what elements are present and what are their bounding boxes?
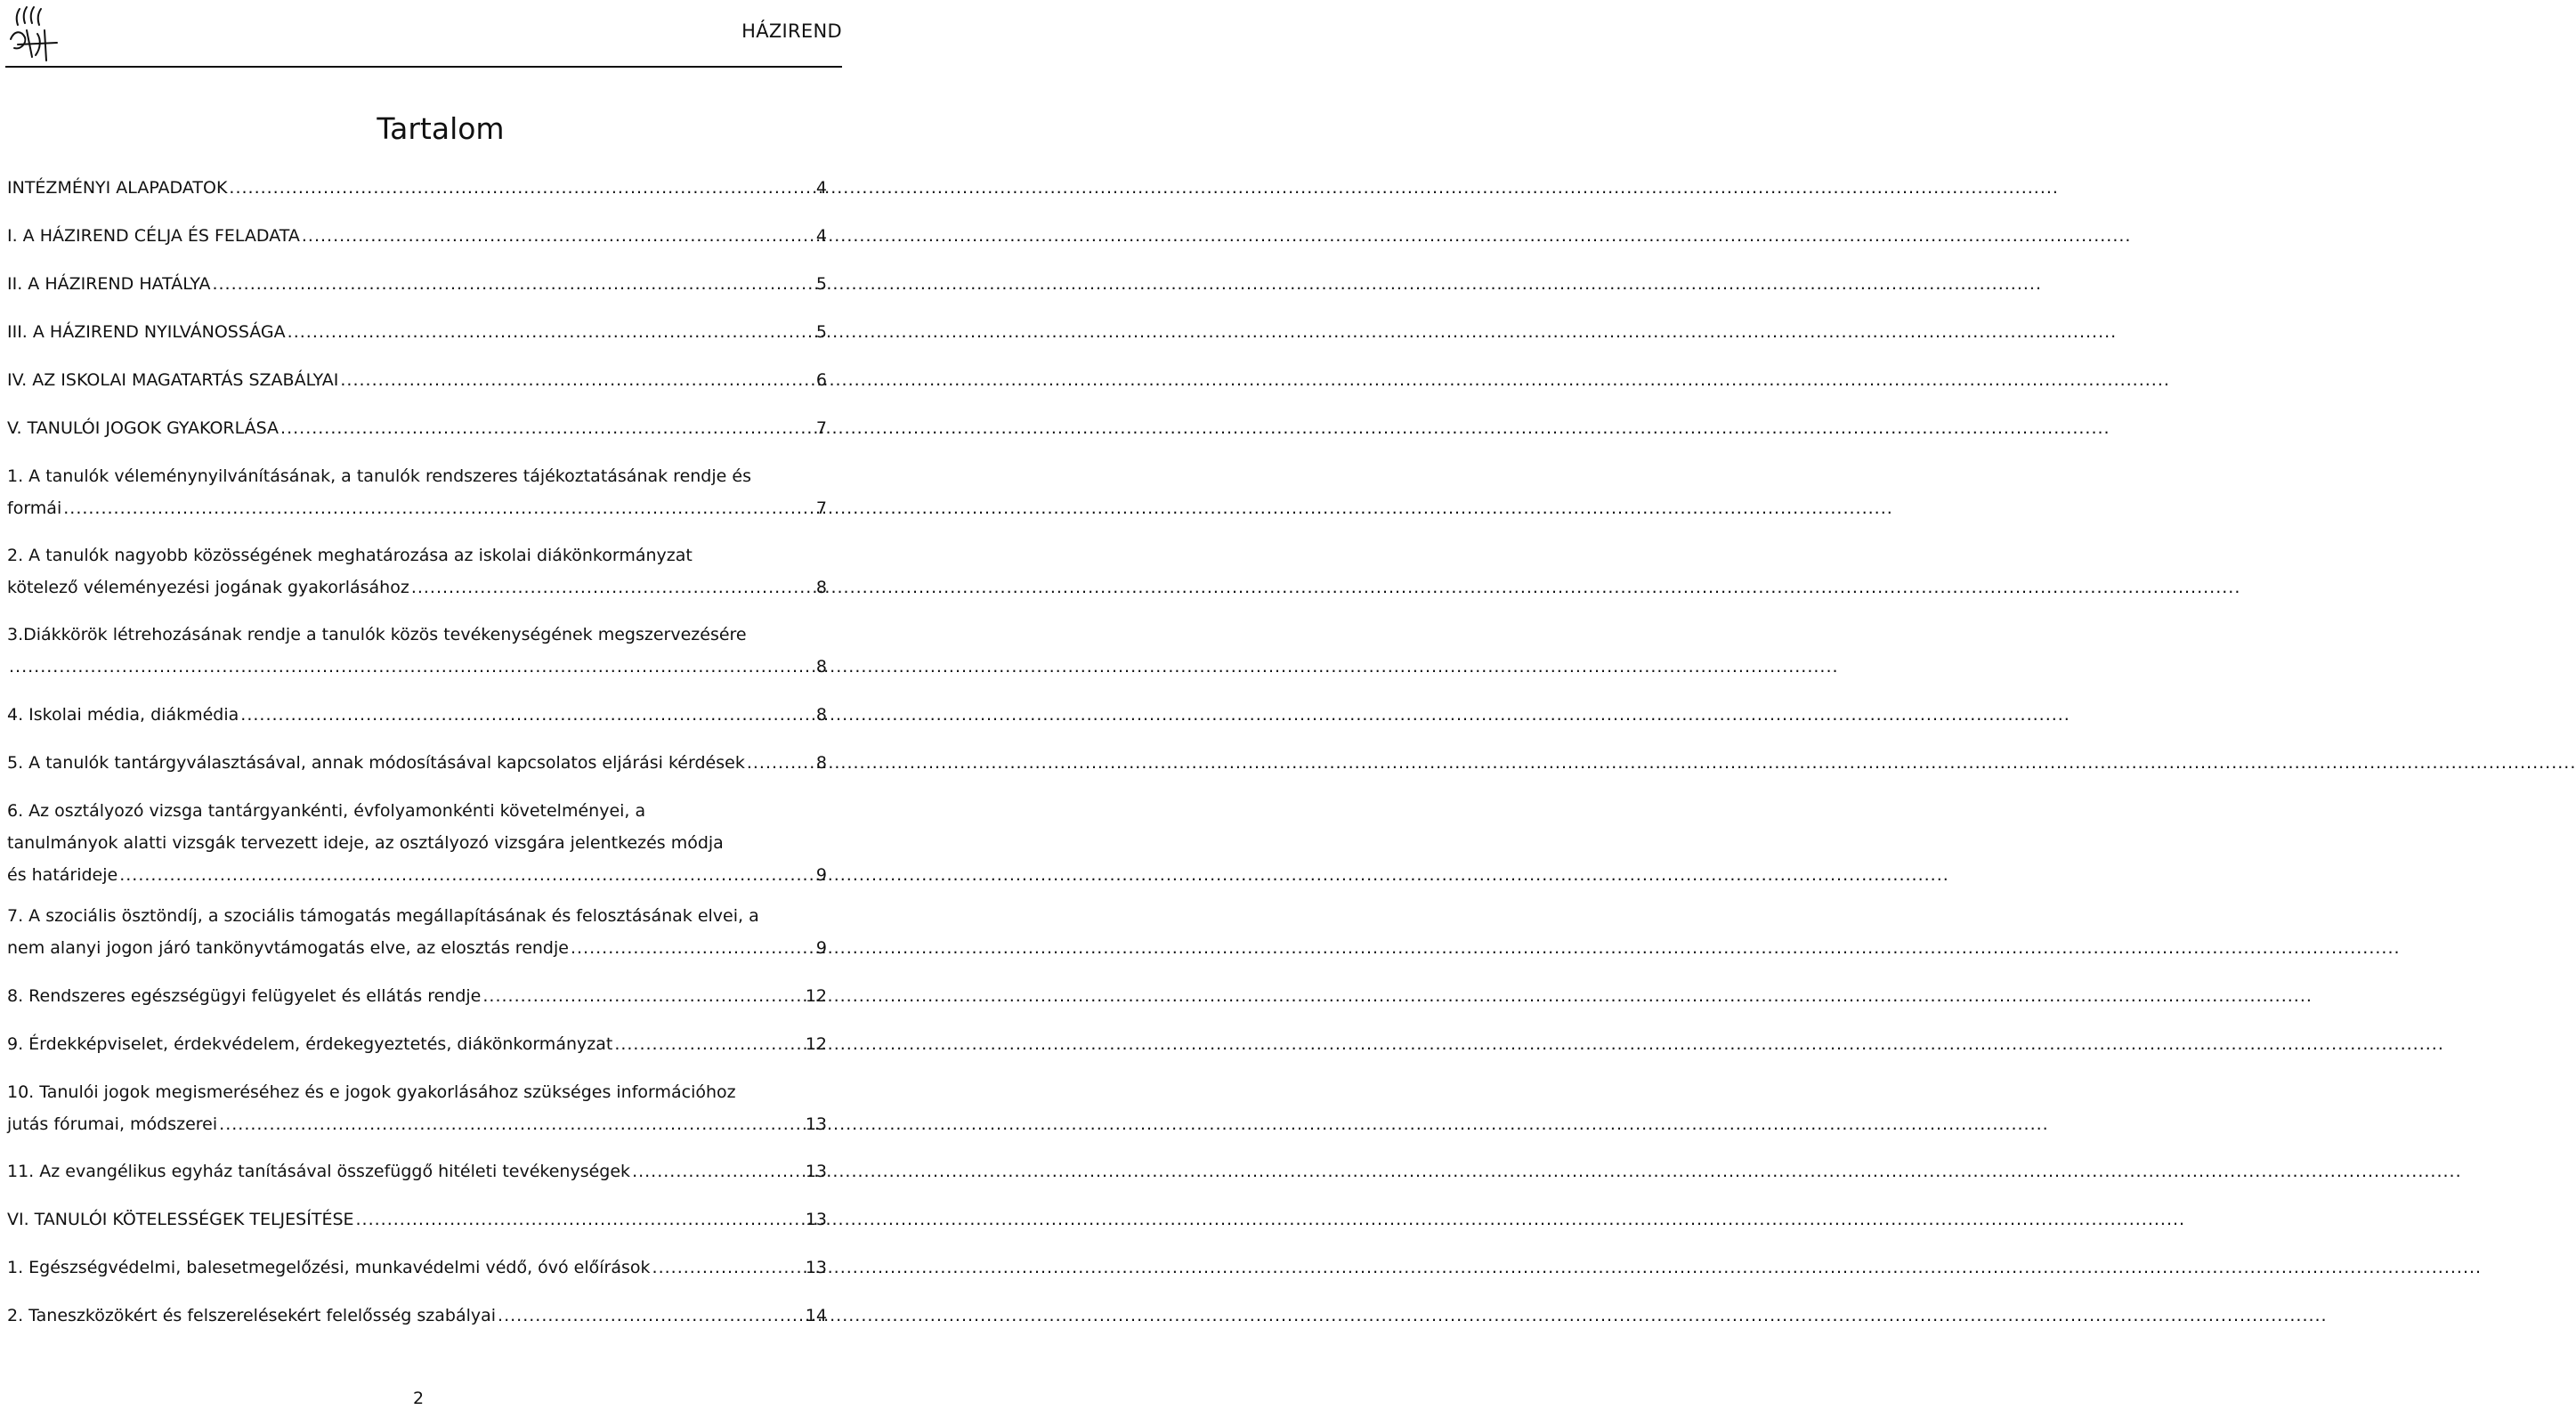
toc-entry[interactable]	[7, 1159, 827, 1184]
toc-dot-leader	[356, 1207, 804, 1232]
toc-page-number: 12	[805, 1034, 827, 1054]
toc-entry-text: 3.Diákkörök létrehozásának rendje a tanulók közös tevékenységének megszervezésére	[7, 625, 747, 644]
toc-entry-line	[7, 798, 827, 823]
toc-entry[interactable]	[7, 368, 827, 393]
toc-entry-line	[7, 831, 827, 855]
toc-entry[interactable]	[7, 622, 827, 679]
toc-entry[interactable]	[7, 320, 827, 344]
toc-page-number: 4	[815, 226, 827, 246]
toc-page-number: 7	[815, 498, 827, 518]
toc-entry[interactable]	[7, 464, 827, 521]
document-label: HÁZIREND	[741, 20, 842, 42]
toc-page-number: 14	[805, 1306, 827, 1325]
toc-entry-text: kötelező véleményezési jogának gyakorlásához	[7, 578, 409, 597]
toc-entry-line	[7, 223, 827, 248]
toc-page-number: 13	[805, 1210, 827, 1229]
toc-entry-line	[7, 1207, 827, 1232]
toc-entry-line	[7, 464, 827, 489]
toc-entry-text: INTÉZMÉNYI ALAPADATOK	[7, 178, 228, 198]
toc-entry[interactable]	[7, 798, 827, 887]
toc-dot-leader	[229, 175, 814, 200]
toc-entry[interactable]	[7, 903, 827, 960]
toc-dot-leader	[571, 936, 814, 960]
toc-dot-leader	[288, 320, 814, 344]
toc-dot-leader	[340, 368, 814, 393]
toc-entry-text: II. A HÁZIREND HATÁLYA	[7, 274, 211, 294]
toc-entry[interactable]	[7, 750, 827, 775]
toc-entry[interactable]	[7, 416, 827, 441]
toc-page-number: 12	[805, 986, 827, 1006]
table-of-contents	[0, 0, 855, 1418]
toc-dot-leader	[482, 984, 803, 1009]
toc-entry-text: 7. A szociális ösztöndíj, a szociális támogatás megállapításának és felosztásának elvei, a	[7, 906, 759, 926]
toc-page-number: 9	[815, 938, 827, 958]
toc-dot-leader	[498, 1303, 804, 1328]
toc-dot-leader	[219, 1112, 804, 1137]
toc-page-number: 13	[805, 1258, 827, 1277]
toc-page-number: 9	[815, 865, 827, 885]
toc-page-number: 8	[815, 657, 827, 677]
toc-dot-leader	[240, 702, 814, 727]
toc-page-number: 5	[815, 274, 827, 294]
toc-entry-text: 4. Iskolai média, diákmédia	[7, 705, 239, 725]
toc-entry-text: formái	[7, 498, 62, 518]
toc-entry-line	[7, 175, 827, 200]
toc-page-number: 13	[805, 1114, 827, 1134]
toc-dot-leader	[632, 1159, 804, 1184]
toc-entry[interactable]	[7, 223, 827, 248]
toc-entry[interactable]	[7, 1303, 827, 1328]
toc-page-number: 4	[815, 178, 827, 198]
toc-page-number: 8	[815, 753, 827, 773]
toc-entry-line	[7, 622, 827, 647]
toc-entry-text: 10. Tanulói jogok megismeréséhez és e jogok gyakorlásához szükséges információhoz	[7, 1082, 736, 1102]
toc-entry-line	[7, 271, 827, 296]
toc-dot-leader	[652, 1255, 804, 1280]
toc-entry[interactable]	[7, 1207, 827, 1232]
toc-entry-line	[7, 1112, 827, 1137]
toc-entry[interactable]	[7, 1255, 827, 1280]
toc-dot-leader	[119, 863, 814, 887]
toc-page-number: 8	[815, 705, 827, 725]
toc-title: Tartalom	[377, 111, 505, 146]
toc-dot-leader	[747, 750, 814, 775]
toc-entry-text: 6. Az osztályozó vizsga tantárgyankénti, évfolyamonkénti követelményei, a	[7, 801, 646, 821]
toc-entry-text: V. TANULÓI JOGOK GYAKORLÁSA	[7, 418, 279, 438]
toc-entry-line	[7, 543, 827, 568]
toc-dot-leader	[212, 271, 814, 296]
toc-entry-text: III. A HÁZIREND NYILVÁNOSSÁGA	[7, 322, 286, 342]
toc-page-number: 5	[815, 322, 827, 342]
toc-entry-line	[7, 984, 827, 1009]
toc-entry-text: nem alanyi jogon járó tankönyvtámogatás elve, az elosztás rendje	[7, 938, 569, 958]
toc-entry-line	[7, 1032, 827, 1057]
toc-entry-line	[7, 416, 827, 441]
toc-entry-line	[7, 936, 827, 960]
toc-entry-line	[7, 575, 827, 600]
toc-entry-line	[7, 1159, 827, 1184]
toc-dot-leader	[614, 1032, 804, 1057]
toc-dot-leader	[63, 496, 814, 521]
toc-entry-line	[7, 702, 827, 727]
toc-entry-line	[7, 750, 827, 775]
toc-entry-text: 11. Az evangélikus egyház tanításával összefüggő hitéleti tevékenységek	[7, 1162, 631, 1181]
toc-entry-text: 5. A tanulók tantárgyválasztásával, annak módosításával kapcsolatos eljárási kérdések	[7, 753, 745, 773]
toc-dot-leader	[411, 575, 814, 600]
toc-entry-line	[7, 1080, 827, 1105]
toc-entry-text: 8. Rendszeres egészségügyi felügyelet és ellátás rendje	[7, 986, 482, 1006]
toc-page-number: 8	[815, 578, 827, 597]
toc-dot-leader	[280, 416, 814, 441]
toc-entry-text: 1. Egészségvédelmi, balesetmegelőzési, munkavédelmi védő, óvó előírások	[7, 1258, 651, 1277]
toc-page-number: 7	[815, 418, 827, 438]
toc-entry-text: VI. TANULÓI KÖTELESSÉGEK TELJESÍTÉSE	[7, 1210, 354, 1229]
toc-entry-line	[7, 320, 827, 344]
toc-entry[interactable]	[7, 175, 827, 200]
toc-entry-line	[7, 903, 827, 928]
toc-entry-text: és határideje	[7, 865, 118, 885]
toc-entry-line	[7, 863, 827, 887]
toc-entry-text: jutás fórumai, módszerei	[7, 1114, 218, 1134]
toc-entry[interactable]	[7, 984, 827, 1009]
toc-entry[interactable]	[7, 1032, 827, 1057]
toc-entry-line	[7, 496, 827, 521]
toc-entry-text: I. A HÁZIREND CÉLJA ÉS FELADATA	[7, 226, 300, 246]
toc-page-number: 6	[815, 370, 827, 390]
toc-entry-line	[7, 654, 827, 679]
toc-entry[interactable]	[7, 271, 827, 296]
toc-entry[interactable]	[7, 1080, 827, 1137]
toc-dot-leader	[302, 223, 814, 248]
toc-entry-text: IV. AZ ISKOLAI MAGATARTÁS SZABÁLYAI	[7, 370, 339, 390]
toc-entry-line	[7, 1303, 827, 1328]
toc-entry-text: 2. Taneszközökért és felszerelésekért felelősség szabályai	[7, 1306, 497, 1325]
toc-entry-line	[7, 368, 827, 393]
toc-page-number: 13	[805, 1162, 827, 1181]
toc-dot-leader	[9, 654, 814, 679]
toc-entry-text: 9. Érdekképviselet, érdekvédelem, érdekegyeztetés, diákönkormányzat	[7, 1034, 613, 1054]
toc-entry-text: tanulmányok alatti vizsgák tervezett ideje, az osztályozó vizsgára jelentkezés módja	[7, 833, 724, 853]
page-number: 2	[412, 1389, 425, 1408]
toc-entry-line	[7, 1255, 827, 1280]
toc-entry[interactable]	[7, 702, 827, 727]
toc-entry[interactable]	[7, 543, 827, 600]
toc-entry-text: 2. A tanulók nagyobb közösségének meghatározása az iskolai diákönkormányzat	[7, 546, 693, 565]
toc-entry-text: 1. A tanulók véleménynyilvánításának, a tanulók rendszeres tájékoztatásának rendje és	[7, 466, 751, 486]
